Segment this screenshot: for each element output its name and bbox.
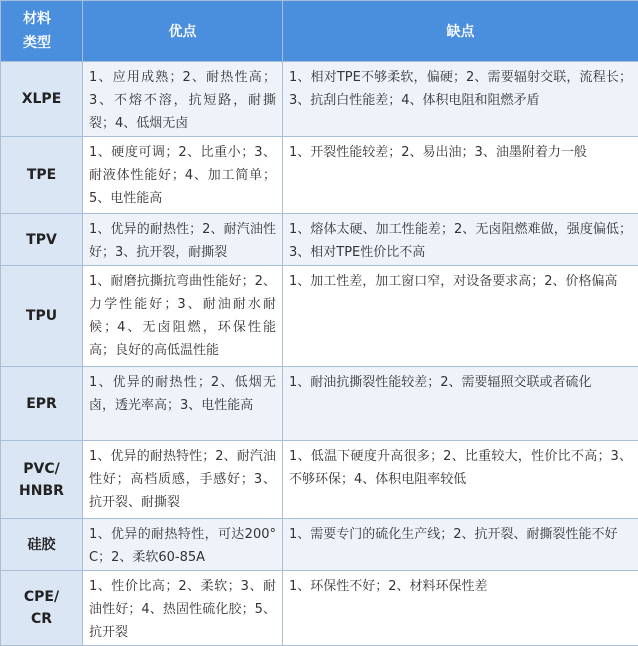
material-name-line: 硅胶 (28, 537, 56, 553)
pros-cell: 1、硬度可调；2、比重小；3、耐液体性能好；4、加工简单；5、电性能高 (83, 137, 283, 214)
material-name-line: HNBR (19, 483, 64, 499)
header-material-type-line1: 材料 (23, 11, 51, 27)
material-name (1, 137, 83, 214)
cons-cell: 1、熔体太硬、加工性能差；2、无卤阻燃难做，强度偏低；3、相对TPE性价比不高 (283, 214, 638, 266)
cons-cell: 1、开裂性能较差；2、易出油；3、油墨附着力一般 (283, 137, 638, 214)
table-row (1, 571, 638, 646)
header-row (1, 1, 638, 62)
material-name (1, 519, 83, 571)
table-row (1, 367, 638, 441)
pros-cell: 1、优异的耐热特性，可达200°C；2、柔软60-85A (83, 519, 283, 571)
material-name-line: TPE (27, 167, 56, 183)
cons-cell: 1、耐油抗撕裂性能较差；2、需要辐照交联或者硫化 (283, 367, 638, 441)
table-row (1, 519, 638, 571)
material-name-line: CR (31, 611, 52, 627)
material-name (1, 266, 83, 367)
material-name-line: EPR (26, 396, 57, 412)
table-row (1, 62, 638, 137)
cons-cell: 1、环保性不好；2、材料环保性差 (283, 571, 638, 646)
table-row (1, 441, 638, 519)
header-material-type-line2: 类型 (23, 35, 51, 51)
header-pros: 优点 (83, 1, 283, 62)
material-name (1, 214, 83, 266)
pros-cell: 1、优异的耐热性；2、耐汽油性好；3、抗开裂，耐撕裂 (83, 214, 283, 266)
header-material-type (1, 1, 83, 62)
material-name-line: TPU (26, 308, 57, 324)
material-name-line: XLPE (22, 91, 62, 107)
cons-cell: 1、需要专门的硫化生产线；2、抗开裂、耐撕裂性能不好 (283, 519, 638, 571)
cons-cell: 1、加工性差，加工窗口窄，对设备要求高；2、价格偏高 (283, 266, 638, 367)
cons-cell: 1、相对TPE不够柔软，偏硬；2、需要辐射交联，流程长；3、抗刮白性能差；4、体积电阻和阻燃矛盾 (283, 62, 638, 137)
table-row (1, 266, 638, 367)
material-name-line: CPE/ (24, 589, 59, 605)
pros-cell: 1、优异的耐热特性；2、耐汽油性好；高档质感，手感好；3、抗开裂、耐撕裂 (83, 441, 283, 519)
pros-cell: 1、优异的耐热性；2、低烟无卤，透光率高；3、电性能高 (83, 367, 283, 441)
header-cons: 缺点 (283, 1, 638, 62)
table-body (1, 62, 638, 646)
pros-cell: 1、性价比高；2、柔软；3、耐油性好；4、热固性硫化胶；5、抗开裂 (83, 571, 283, 646)
material-name (1, 571, 83, 646)
pros-cell: 1、耐磨抗撕抗弯曲性能好；2、力学性能好；3、耐油耐水耐候；4、无卤阻燃，环保性能高；良好的高低温性能 (83, 266, 283, 367)
material-name-line: TPV (26, 232, 57, 248)
table-row (1, 214, 638, 266)
table-row (1, 137, 638, 214)
material-name (1, 441, 83, 519)
material-name (1, 62, 83, 137)
cons-cell: 1、低温下硬度升高很多；2、比重较大，性价比不高；3、不够环保；4、体积电阻率较低 (283, 441, 638, 519)
pros-cell: 1、应用成熟；2、耐热性高；3、不熔不溶，抗短路，耐撕裂；4、低烟无卤 (83, 62, 283, 137)
material-name (1, 367, 83, 441)
material-name-line: PVC/ (23, 461, 59, 477)
